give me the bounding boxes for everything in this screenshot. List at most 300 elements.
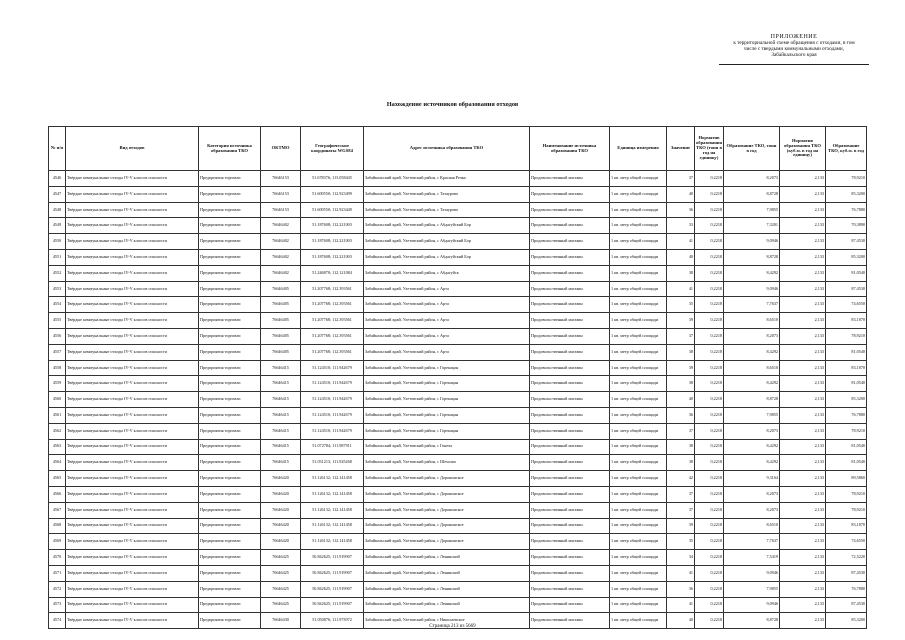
table-cell: 51.126132; 112.141458 <box>301 471 364 487</box>
table-cell: Твёрдые коммунальные отходы IV-V классов опасности <box>66 344 199 360</box>
table-cell: 4574 <box>49 613 66 629</box>
table-cell: 76646415 <box>261 407 301 423</box>
table-cell: Твёрдые коммунальные отходы IV-V классов опасности <box>66 455 199 471</box>
table-cell: 9,0946 <box>724 234 780 250</box>
table-cell: 2,133 <box>780 471 826 487</box>
table-row <box>49 439 867 455</box>
column-header: Вид отходов <box>66 127 199 171</box>
sources-table <box>48 126 867 629</box>
table-cell: Продовольственный магазин <box>530 376 610 392</box>
table-cell: 70,3890 <box>826 218 867 234</box>
table-cell: 0,2218 <box>695 171 724 187</box>
table-cell: 4568 <box>49 518 66 534</box>
table-cell: 76646415 <box>261 455 301 471</box>
table-cell: 81,0540 <box>826 344 867 360</box>
table-cell: 38 <box>667 265 695 281</box>
table-cell: 76646402 <box>261 218 301 234</box>
table-cell: 37 <box>667 328 695 344</box>
table-cell: Продовольственный магазин <box>530 597 610 613</box>
table-cell: Забайкальский край, Улетовский район, с Абдагуйск <box>364 265 530 281</box>
table-cell: Забайкальский край, Улетовский район, с Доронинское <box>364 471 530 487</box>
table-row <box>49 249 867 265</box>
table-cell: Забайкальский край, Улетовский район, с Горекацан <box>364 407 530 423</box>
table-cell: 51.126132; 112.141458 <box>301 486 364 502</box>
table-cell: Твёрдые коммунальные отходы IV-V классов опасности <box>66 518 199 534</box>
table-cell: Твёрдые коммунальные отходы IV-V классов опасности <box>66 376 199 392</box>
table-cell: Предприятия торговли <box>199 234 261 250</box>
table-cell: Твёрдые коммунальные отходы IV-V классов опасности <box>66 297 199 313</box>
table-cell: 4557 <box>49 344 66 360</box>
table-cell: 76646425 <box>261 581 301 597</box>
table-cell: 37 <box>667 502 695 518</box>
table-cell: 2,133 <box>780 534 826 550</box>
table-cell: 1 кв. метр общей площади <box>610 518 667 534</box>
table-cell: 1 кв. метр общей площади <box>610 565 667 581</box>
table-cell: Продовольственный магазин <box>530 344 610 360</box>
table-cell: 4556 <box>49 328 66 344</box>
table-cell: 85,3200 <box>826 186 867 202</box>
table-cell: Забайкальский край, Улетовский район, с Арта <box>364 281 530 297</box>
table-cell: 81,0540 <box>826 439 867 455</box>
table-cell: 2,133 <box>780 297 826 313</box>
table-cell: Забайкальский край, Улетовский район, с Гонеча <box>364 439 530 455</box>
table-cell: 76646425 <box>261 565 301 581</box>
table-cell: 1 кв. метр общей площади <box>610 265 667 281</box>
table-row <box>49 518 867 534</box>
table-cell: 2,133 <box>780 613 826 629</box>
table-cell: Продовольственный магазин <box>530 518 610 534</box>
table-cell: 1 кв. метр общей площади <box>610 581 667 597</box>
table-cell: Предприятия торговли <box>199 344 261 360</box>
table-cell: 8,2073 <box>724 486 780 502</box>
table-cell: 7,5419 <box>724 550 780 566</box>
table-cell: Предприятия торговли <box>199 439 261 455</box>
table-cell: 1 кв. метр общей площади <box>610 423 667 439</box>
table-cell: 0,2218 <box>695 581 724 597</box>
table-cell: 1 кв. метр общей площади <box>610 550 667 566</box>
table-cell: 35 <box>667 534 695 550</box>
table-cell: 89,5860 <box>826 471 867 487</box>
table-cell: Предприятия торговли <box>199 581 261 597</box>
table-cell: 4564 <box>49 455 66 471</box>
table-cell: Твёрдые коммунальные отходы IV-V классов опасности <box>66 265 199 281</box>
table-cell: Забайкальский край, Улетовский район, с Арта <box>364 328 530 344</box>
table-cell: 2,133 <box>780 218 826 234</box>
table-cell: 51.187608; 112.221003 <box>301 218 364 234</box>
table-cell: Твёрдые коммунальные отходы IV-V классов опасности <box>66 486 199 502</box>
table-cell: 2,133 <box>780 565 826 581</box>
table-cell: 0,2218 <box>695 534 724 550</box>
table-cell: 1 кв. метр общей площади <box>610 502 667 518</box>
table-cell: 0,2218 <box>695 297 724 313</box>
table-cell: Продовольственный магазин <box>530 407 610 423</box>
table-cell: 38 <box>667 455 695 471</box>
table-row <box>49 471 867 487</box>
table-cell: 51.124510; 111.942679 <box>301 360 364 376</box>
table-cell: 1 кв. метр общей площади <box>610 486 667 502</box>
table-cell: 4560 <box>49 392 66 408</box>
table-cell: Предприятия торговли <box>199 613 261 629</box>
table-cell: 1 кв. метр общей площади <box>610 234 667 250</box>
table-cell: Забайкальский край, Улетовский район, с Арта <box>364 313 530 329</box>
table-cell: Предприятия торговли <box>199 218 261 234</box>
table-cell: 0,2218 <box>695 407 724 423</box>
table-cell: Продовольственный магазин <box>530 455 610 471</box>
table-cell: 1 кв. метр общей площади <box>610 313 667 329</box>
table-cell: 4549 <box>49 218 66 234</box>
table-cell: 0,2218 <box>695 613 724 629</box>
column-header: Географические координаты WGS84 <box>301 127 364 171</box>
table-cell: 76646420 <box>261 471 301 487</box>
table-cell: 85,3200 <box>826 249 867 265</box>
table-cell: 2,133 <box>780 249 826 265</box>
table-cell: 2,133 <box>780 234 826 250</box>
table-cell: 8,2073 <box>724 423 780 439</box>
table-cell: 1 кв. метр общей площади <box>610 281 667 297</box>
table-cell: 39 <box>667 313 695 329</box>
table-row <box>49 455 867 471</box>
table-cell: Забайкальский край, Улетовский район, с Доронинское <box>364 486 530 502</box>
table-cell: 76646420 <box>261 534 301 550</box>
table-row <box>49 565 867 581</box>
table-row <box>49 281 867 297</box>
table-cell: Продовольственный магазин <box>530 392 610 408</box>
table-cell: Продовольственный магазин <box>530 186 610 202</box>
appendix-heading: ПРИЛОЖЕНИЕ <box>770 34 818 40</box>
table-cell: Предприятия торговли <box>199 423 261 439</box>
table-cell: 8,4292 <box>724 265 780 281</box>
table-cell: Забайкальский край, Улетовский район, с Ленинский <box>364 597 530 613</box>
table-row <box>49 534 867 550</box>
page-title: Нахождение источников образования отходов <box>386 101 519 108</box>
table-row <box>49 171 867 187</box>
table-cell: 87,4530 <box>826 565 867 581</box>
table-cell: 4547 <box>49 186 66 202</box>
table-cell: 1 кв. метр общей площади <box>610 392 667 408</box>
table-cell: Предприятия торговли <box>199 407 261 423</box>
table-cell: 85,3200 <box>826 613 867 629</box>
table-cell: Предприятия торговли <box>199 486 261 502</box>
table-cell: Твёрдые коммунальные отходы IV-V классов опасности <box>66 313 199 329</box>
table-cell: 51.124510; 111.942679 <box>301 392 364 408</box>
table-cell: 8,2073 <box>724 171 780 187</box>
table-cell: 83,1870 <box>826 518 867 534</box>
table-cell: 7,9855 <box>724 202 780 218</box>
table-cell: 0,2218 <box>695 249 724 265</box>
table-cell: Твёрдые коммунальные отходы IV-V классов опасности <box>66 360 199 376</box>
table-cell: 4561 <box>49 407 66 423</box>
table-cell: Продовольственный магазин <box>530 297 610 313</box>
table-cell: 4558 <box>49 360 66 376</box>
table-body <box>49 171 867 629</box>
table-cell: 78,9210 <box>826 486 867 502</box>
table-cell: 76,7880 <box>826 581 867 597</box>
table-cell: 9,0946 <box>724 281 780 297</box>
table-cell: 0,2218 <box>695 486 724 502</box>
table-cell: Твёрдые коммунальные отходы IV-V классов опасности <box>66 392 199 408</box>
table-cell: Забайкальский край, Улетовский район, с Доронинское <box>364 518 530 534</box>
table-cell: 2,133 <box>780 486 826 502</box>
table-cell: 76646405 <box>261 281 301 297</box>
table-cell: Забайкальский край, Улетовский район, с Доронинское <box>364 502 530 518</box>
table-cell: 51.050876; 111.973972 <box>301 613 364 629</box>
table-cell: 4550 <box>49 234 66 250</box>
table-cell: 4567 <box>49 502 66 518</box>
table-cell: 1 кв. метр общей площади <box>610 202 667 218</box>
table-cell: 4562 <box>49 423 66 439</box>
page-footer: Страница 213 из 5669 <box>429 624 476 629</box>
table-cell: 4551 <box>49 249 66 265</box>
column-header: Норматив образования ТКО (тонн в год на единицу) <box>695 127 724 171</box>
table-cell: 51.126132; 112.141458 <box>301 518 364 534</box>
table-cell: 4573 <box>49 597 66 613</box>
table-cell: 7,7637 <box>724 297 780 313</box>
table-cell: 4570 <box>49 550 66 566</box>
table-cell: 76646405 <box>261 313 301 329</box>
table-cell: 51.126132; 112.141458 <box>301 502 364 518</box>
table-cell: 51.072784; 111.987911 <box>301 439 364 455</box>
table-cell: Предприятия торговли <box>199 360 261 376</box>
table-cell: 9,3164 <box>724 471 780 487</box>
table-cell: 0,2218 <box>695 502 724 518</box>
table-cell: 1 кв. метр общей площади <box>610 613 667 629</box>
table-row <box>49 376 867 392</box>
table-row <box>49 297 867 313</box>
table-cell: 2,133 <box>780 281 826 297</box>
table-cell: 7,7637 <box>724 534 780 550</box>
table-cell: 76646420 <box>261 502 301 518</box>
column-header: ОКТМО <box>261 127 301 171</box>
table-cell: 0,2218 <box>695 313 724 329</box>
table-cell: Продовольственный магазин <box>530 171 610 187</box>
table-cell: 33 <box>667 218 695 234</box>
table-cell: 2,133 <box>780 581 826 597</box>
table-cell: 51.187608; 112.221003 <box>301 249 364 265</box>
table-cell: 40 <box>667 613 695 629</box>
table-cell: 78,9210 <box>826 502 867 518</box>
table-cell: Твёрдые коммунальные отходы IV-V классов опасности <box>66 565 199 581</box>
table-cell: 2,133 <box>780 550 826 566</box>
table-cell: Твёрдые коммунальные отходы IV-V классов опасности <box>66 407 199 423</box>
table-cell: Предприятия торговли <box>199 550 261 566</box>
table-cell: 37 <box>667 423 695 439</box>
table-cell: 0,2218 <box>695 234 724 250</box>
table-cell: 2,133 <box>780 313 826 329</box>
table-cell: 1 кв. метр общей площади <box>610 455 667 471</box>
table-cell: 76646425 <box>261 550 301 566</box>
table-cell: 76,7880 <box>826 202 867 218</box>
table-cell: 4569 <box>49 534 66 550</box>
table-cell: Продовольственный магазин <box>530 218 610 234</box>
table-cell: 38 <box>667 439 695 455</box>
table-cell: 0,2218 <box>695 218 724 234</box>
table-cell: 40 <box>667 186 695 202</box>
column-header: Образование ТКО, тонн в год <box>724 127 780 171</box>
table-cell: 2,133 <box>780 439 826 455</box>
table-cell: 76646405 <box>261 297 301 313</box>
table-cell: 76646402 <box>261 234 301 250</box>
appendix-block <box>719 34 869 65</box>
appendix-underline <box>719 64 869 65</box>
table-cell: 40 <box>667 392 695 408</box>
column-header: Адрес источника образования ТКО <box>364 127 530 171</box>
table-cell: 8,4292 <box>724 376 780 392</box>
column-header: Образование ТКО, куб.м. в год <box>826 127 867 171</box>
table-cell: 78,9210 <box>826 423 867 439</box>
table-cell: Предприятия торговли <box>199 597 261 613</box>
table-cell: 4548 <box>49 202 66 218</box>
table-cell: 0,2218 <box>695 392 724 408</box>
table-cell: 76646405 <box>261 328 301 344</box>
table-cell: 7,9855 <box>724 581 780 597</box>
table-cell: Предприятия торговли <box>199 376 261 392</box>
table-cell: Твёрдые коммунальные отходы IV-V классов опасности <box>66 439 199 455</box>
table-cell: 4559 <box>49 376 66 392</box>
column-header: Категория источника образования ТКО <box>199 127 261 171</box>
table-cell: 51.187608; 112.221003 <box>301 234 364 250</box>
table-cell: 40 <box>667 249 695 265</box>
table-cell: 51.246870; 112.121084 <box>301 265 364 281</box>
table-cell: 0,2218 <box>695 455 724 471</box>
table-cell: 51.600550; 112.923499 <box>301 186 364 202</box>
table-cell: Продовольственный магазин <box>530 613 610 629</box>
table-cell: 76646420 <box>261 518 301 534</box>
table-cell: Твёрдые коммунальные отходы IV-V классов опасности <box>66 471 199 487</box>
table-cell: 1 кв. метр общей площади <box>610 328 667 344</box>
table-cell: 41 <box>667 234 695 250</box>
appendix-line: к территориальной схеме обращения с отходами, в том <box>733 40 855 46</box>
table-cell: 37 <box>667 486 695 502</box>
table-cell: 76646402 <box>261 249 301 265</box>
table-cell: 51.124510; 111.942679 <box>301 376 364 392</box>
table-cell: 50.842625; 111.919907 <box>301 581 364 597</box>
table-cell: 36 <box>667 581 695 597</box>
table-cell: 38 <box>667 344 695 360</box>
table-cell: 0,2218 <box>695 471 724 487</box>
table-cell: Твёрдые коммунальные отходы IV-V классов опасности <box>66 234 199 250</box>
table-cell: 76646415 <box>261 376 301 392</box>
table-cell: 0,2218 <box>695 265 724 281</box>
table-cell: Забайкальский край, Улетовский район, с Николаевское <box>364 613 530 629</box>
table-cell: Продовольственный магазин <box>530 550 610 566</box>
table-cell: 76646415 <box>261 360 301 376</box>
table-cell: Продовольственный магазин <box>530 265 610 281</box>
table-cell: 35 <box>667 297 695 313</box>
table-cell: 50.842625; 111.919907 <box>301 565 364 581</box>
table-cell: Забайкальский край, Улетовский район, с Татаурово <box>364 186 530 202</box>
table-cell: 1 кв. метр общей площади <box>610 471 667 487</box>
table-cell: Продовольственный магазин <box>530 486 610 502</box>
column-header: Единица измерения <box>610 127 667 171</box>
table-cell: Твёрдые коммунальные отходы IV-V классов опасности <box>66 281 199 297</box>
table-cell: 0,2218 <box>695 423 724 439</box>
table-cell: 4554 <box>49 297 66 313</box>
table-cell: 83,1870 <box>826 313 867 329</box>
table-cell: Забайкальский край, Улетовский район, с Шехолко <box>364 455 530 471</box>
table-cell: 83,1870 <box>826 360 867 376</box>
table-cell: 76646402 <box>261 265 301 281</box>
table-cell: Предприятия торговли <box>199 455 261 471</box>
table-cell: 51.678376; 113.058445 <box>301 171 364 187</box>
table-cell: 78,9210 <box>826 171 867 187</box>
table-cell: 50.842625; 111.919907 <box>301 550 364 566</box>
table-cell: Предприятия торговли <box>199 502 261 518</box>
table-cell: Твёрдые коммунальные отходы IV-V классов опасности <box>66 581 199 597</box>
table-cell: Твёрдые коммунальные отходы IV-V классов опасности <box>66 534 199 550</box>
table-cell: Продовольственный магазин <box>530 249 610 265</box>
table-row <box>49 581 867 597</box>
table-cell: 51.600550; 112.923449 <box>301 202 364 218</box>
table-cell: 4552 <box>49 265 66 281</box>
table-row <box>49 392 867 408</box>
table-cell: 0,2218 <box>695 439 724 455</box>
table-cell: Забайкальский край, Улетовский район, с Арта <box>364 344 530 360</box>
table-cell: 50.842625; 111.919907 <box>301 597 364 613</box>
table-cell: 76646425 <box>261 597 301 613</box>
table-cell: Забайкальский край, Улетовский район, с Абдагуйский Бор <box>364 234 530 250</box>
table-cell: Продовольственный магазин <box>530 565 610 581</box>
table-cell: 38 <box>667 376 695 392</box>
table-cell: 41 <box>667 565 695 581</box>
table-cell: 0,2218 <box>695 550 724 566</box>
table-cell: Забайкальский край, Улетовский район, с Татаурово <box>364 202 530 218</box>
table-cell: 2,133 <box>780 518 826 534</box>
table-cell: Предприятия торговли <box>199 534 261 550</box>
table-cell: 76646420 <box>261 486 301 502</box>
table-cell: 0,2218 <box>695 202 724 218</box>
table-cell: Твёрдые коммунальные отходы IV-V классов опасности <box>66 186 199 202</box>
table-cell: 76646405 <box>261 344 301 360</box>
table-cell: Продовольственный магазин <box>530 313 610 329</box>
table-cell: 87,4530 <box>826 281 867 297</box>
table-cell: 39 <box>667 518 695 534</box>
table-cell: 51.207768; 112.393561 <box>301 297 364 313</box>
table-cell: 1 кв. метр общей площади <box>610 218 667 234</box>
table-cell: 0,2218 <box>695 565 724 581</box>
appendix-line: числе с твердыми коммунальными отходами, <box>743 46 844 52</box>
column-header: Наименование источника образования ТКО <box>530 127 610 171</box>
table-cell: Твёрдые коммунальные отходы IV-V классов опасности <box>66 202 199 218</box>
table-row <box>49 265 867 281</box>
table-cell: 51.124510; 111.942679 <box>301 407 364 423</box>
table-cell: Твёрдые коммунальные отходы IV-V классов опасности <box>66 423 199 439</box>
table-cell: 2,133 <box>780 597 826 613</box>
table-cell: Продовольственный магазин <box>530 534 610 550</box>
table-cell: 76646153 <box>261 186 301 202</box>
table-cell: 1 кв. метр общей площади <box>610 439 667 455</box>
table-cell: Твёрдые коммунальные отходы IV-V классов опасности <box>66 502 199 518</box>
table-cell: 42 <box>667 471 695 487</box>
table-cell: Предприятия торговли <box>199 518 261 534</box>
table-cell: 1 кв. метр общей площади <box>610 186 667 202</box>
table-cell: 0,2218 <box>695 518 724 534</box>
table-cell: 9,0946 <box>724 597 780 613</box>
table-cell: 34 <box>667 550 695 566</box>
table-cell: Продовольственный магазин <box>530 281 610 297</box>
table-cell: 8,6510 <box>724 518 780 534</box>
table-cell: 37 <box>667 171 695 187</box>
table-row <box>49 360 867 376</box>
table-cell: 1 кв. метр общей площади <box>610 344 667 360</box>
table-row <box>49 597 867 613</box>
table-cell: Забайкальский край, Улетовский район, с Ленинский <box>364 565 530 581</box>
table-cell: Предприятия торговли <box>199 171 261 187</box>
table-cell: 87,4530 <box>826 597 867 613</box>
table-cell: 4563 <box>49 439 66 455</box>
table-cell: Забайкальский край, Улетовский район, с Арта <box>364 297 530 313</box>
table-row <box>49 218 867 234</box>
table-cell: Предприятия торговли <box>199 249 261 265</box>
